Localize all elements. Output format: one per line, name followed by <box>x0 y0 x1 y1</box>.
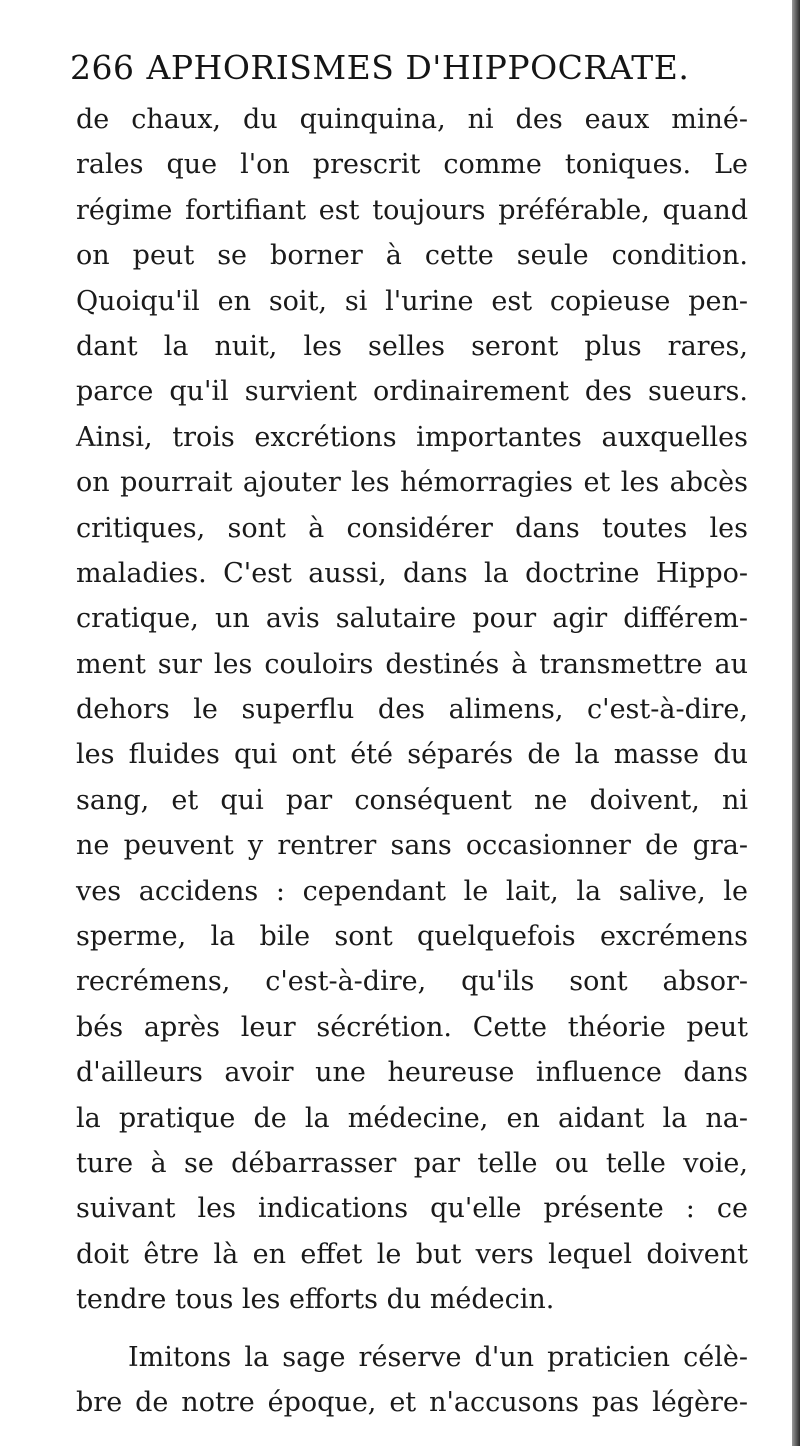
text-line: rales que l'on prescrit comme toniques. Le <box>76 149 748 181</box>
text-line: ves accidens : cependant le lait, la salive, le <box>76 875 748 907</box>
text-line: on pourrait ajouter les hémorragies et les abcès <box>76 467 748 499</box>
text-line: cratique, un avis salutaire pour agir différem- <box>76 603 748 635</box>
text-line: critiques, sont à considérer dans toutes les <box>76 512 748 544</box>
text-line: recrémens, c'est-à-dire, qu'ils sont absor- <box>76 966 748 998</box>
paragraph-gap <box>76 1323 748 1335</box>
text-line: bre de notre époque, et n'accusons pas légère- <box>76 1386 748 1418</box>
text-line: Quoiqu'il en soit, si l'urine est copieuse pen- <box>76 285 748 317</box>
page-body <box>76 97 748 1425</box>
text-line: de chaux, du quinquina, ni des eaux miné- <box>76 104 748 135</box>
running-header <box>70 48 770 87</box>
text-line: suivant les indications qu'elle présente : ce <box>76 1193 748 1225</box>
text-line: ture à se débarrasser par telle ou telle voie, <box>76 1147 748 1179</box>
text-line: sang, et qui par conséquent ne doivent, ni <box>76 784 748 816</box>
text-line: les fluides qui ont été séparés de la masse du <box>76 739 748 771</box>
text-line: d'ailleurs avoir une heureuse influence dans <box>76 1057 748 1089</box>
text-line: ment sur les couloirs destinés à transmettre au <box>76 648 748 680</box>
text-line: Imitons la sage réserve d'un praticien célè- <box>128 1341 748 1373</box>
page-number: 266 <box>70 48 135 87</box>
text-line: parce qu'il survient ordinairement des sueurs. <box>76 376 748 408</box>
running-title: APHORISMES D'HIPPOCRATE. <box>146 48 690 87</box>
text-line: doit être là en effet le but vers lequel doivent <box>76 1238 748 1270</box>
text-line: dant la nuit, les selles seront plus rares, <box>76 330 748 362</box>
paragraph-1 <box>76 97 748 1323</box>
paragraph-2 <box>76 1335 748 1426</box>
text-line: Ainsi, trois excrétions importantes auxquelles <box>76 421 748 453</box>
text-line: bés après leur sécrétion. Cette théorie peut <box>76 1011 748 1043</box>
text-line: régime fortifiant est toujours préférable, quand <box>76 194 748 226</box>
page-edge-shadow <box>792 0 800 1446</box>
text-line: dehors le superflu des alimens, c'est-à-dire, <box>76 694 748 726</box>
text-line: tendre tous les efforts du médecin. <box>76 1284 555 1316</box>
text-line: on peut se borner à cette seule condition. <box>76 240 748 272</box>
text-line: ne peuvent y rentrer sans occasionner de gra- <box>76 830 748 862</box>
text-line: sperme, la bile sont quelquefois excrémens <box>76 921 748 953</box>
text-line: la pratique de la médecine, en aidant la na- <box>76 1102 748 1134</box>
text-line: maladies. C'est aussi, dans la doctrine Hippo- <box>76 557 748 589</box>
